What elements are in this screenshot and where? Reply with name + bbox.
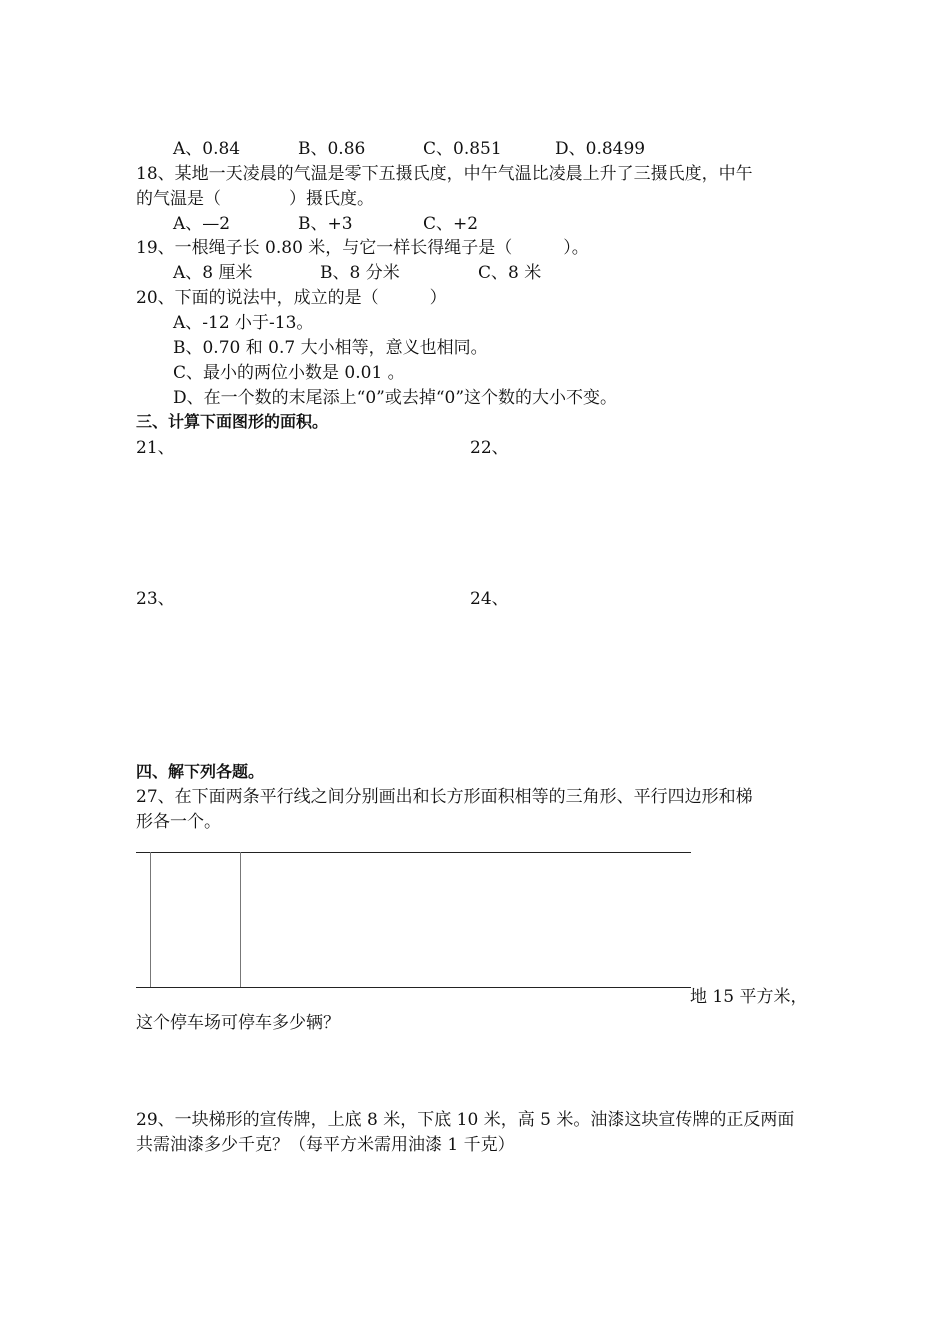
- q19-option-a: A、8 厘米: [173, 263, 253, 283]
- q22-label: 22、: [470, 438, 509, 458]
- q18-option-c: C、+2: [423, 214, 479, 234]
- q27-line-1: 27、在下面两条平行线之间分别画出和长方形面积相等的三角形、平行四边形和梯: [136, 787, 753, 807]
- q29-line-1: 29、一块梯形的宣传牌，上底 8 米，下底 10 米，高 5 米。油漆这块宣传牌的正反两面: [136, 1110, 795, 1130]
- q19-line-1: 19、一根绳子长 0.80 米，与它一样长得绳子是（ ）。: [136, 238, 589, 258]
- q20-option-c: C、最小的两位小数是 0.01 。: [173, 363, 405, 383]
- q17-option-c: C、0.851: [423, 139, 502, 159]
- q28-line-2: 这个停车场可停车多少辆？: [136, 1013, 340, 1033]
- section-4-title: 四、解下列各题。: [136, 762, 265, 781]
- q18-line-2: 的气温是（ ）摄氏度。: [136, 189, 374, 209]
- q27-line-2: 形各一个。: [136, 812, 221, 832]
- q19-option-b: B、8 分米: [320, 263, 400, 283]
- rectangle-right-edge: [240, 852, 241, 987]
- q23-label: 23、: [136, 589, 175, 609]
- q20-option-a: A、-12 小于-13。: [173, 313, 314, 333]
- q18-option-b: B、+3: [298, 214, 353, 234]
- q18-line-1: 18、某地一天凌晨的气温是零下五摄氏度，中午气温比凌晨上升了三摄氏度，中午: [136, 164, 753, 184]
- parallel-line-top: [136, 852, 691, 853]
- rectangle-left-edge: [150, 852, 151, 987]
- q20-line-1: 20、下面的说法中，成立的是（ ）: [136, 288, 447, 308]
- q17-option-b: B、0.86: [298, 139, 366, 159]
- q19-option-c: C、8 米: [478, 263, 542, 283]
- q20-option-d: D、在一个数的末尾添上“0”或去掉“0”这个数的大小不变。: [173, 388, 618, 408]
- q17-option-a: A、0.84: [173, 139, 241, 159]
- q29-line-2: 共需油漆多少千克？（每平方米需用油漆 1 千克）: [136, 1135, 515, 1155]
- q28-line-1-visible: 地 15 平方米，: [690, 987, 808, 1007]
- parallel-line-bottom: [136, 987, 691, 988]
- q17-option-d: D、0.8499: [555, 139, 646, 159]
- q18-option-a: A、—2: [173, 214, 231, 234]
- section-3-title: 三、计算下面图形的面积。: [136, 412, 329, 431]
- q21-label: 21、: [136, 438, 175, 458]
- q24-label: 24、: [470, 589, 509, 609]
- q20-option-b: B、0.70 和 0.7 大小相等，意义也相同。: [173, 338, 488, 358]
